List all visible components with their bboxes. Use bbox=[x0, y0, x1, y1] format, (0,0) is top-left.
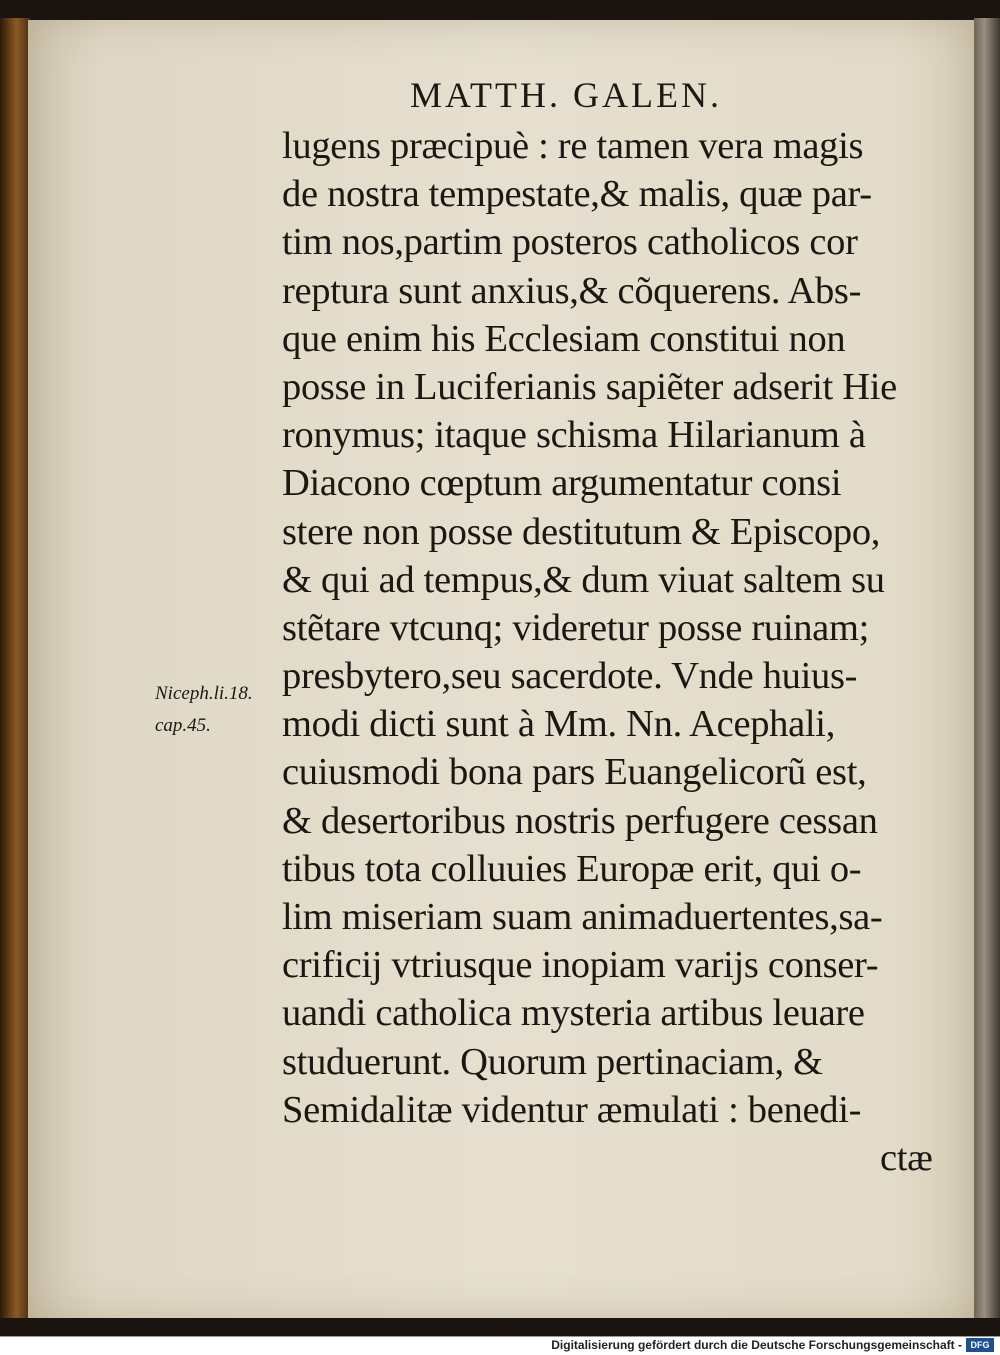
running-head: MATTH. GALEN. bbox=[410, 75, 722, 115]
text-line: & qui ad tempus,& dum viuat saltem su bbox=[282, 558, 885, 601]
page-edge bbox=[974, 18, 1000, 1318]
text-line: lim miseriam suam animaduertentes,sa- bbox=[282, 896, 883, 938]
text-line: que enim his Ecclesiam constitui non bbox=[282, 317, 846, 360]
text-line: tibus tota colluuies Europæ erit, qui o- bbox=[282, 847, 862, 890]
text-line: lugens præcipuè : re tamen vera magis bbox=[282, 125, 864, 167]
dfg-logo-icon[interactable]: DFG bbox=[966, 1338, 994, 1352]
text-line: crificij vtriusque inopiam varijs conser- bbox=[282, 944, 879, 987]
text-line: posse in Luciferianis sapiẽter adserit Hie bbox=[282, 365, 897, 408]
text-line: uandi catholica mysteria artibus leuare bbox=[282, 992, 865, 1035]
text-line: & desertoribus nostris perfugere cessan bbox=[282, 799, 878, 842]
footer-bar bbox=[0, 1336, 1000, 1355]
margin-note-line: cap.45. bbox=[155, 715, 211, 736]
text-line: Diacono cœptum argumentatur consi bbox=[282, 462, 842, 505]
text-line: de nostra tempestate,& malis, quæ par- bbox=[282, 173, 872, 216]
text-line: presbytero,seu sacerdote. Vnde huius- bbox=[282, 655, 858, 698]
text-line: ronymus; itaque schisma Hilarianum à bbox=[282, 414, 866, 457]
text-line: Semidalitæ videntur æmulati : benedi- bbox=[282, 1088, 862, 1131]
book-spine bbox=[0, 18, 30, 1318]
text-line: reptura sunt anxius,& cõquerens. Abs- bbox=[282, 269, 862, 312]
footer-credit: Digitalisierung gefördert durch die Deutsche Forschungsgemeinschaft - bbox=[551, 1338, 962, 1352]
text-line: stẽtare vtcunq; videretur posse ruinam; bbox=[282, 606, 870, 649]
body-text bbox=[282, 122, 942, 1182]
text-line: modi dicti sunt à Mm. Nn. Acephali, bbox=[282, 703, 836, 746]
margin-note-line: Niceph.li.18. bbox=[155, 683, 253, 704]
text-line: stere non posse destitutum & Episcopo, bbox=[282, 510, 881, 553]
text-line: studuerunt. Quorum pertinaciam, & bbox=[282, 1040, 823, 1083]
text-line: tim nos,partim posteros catholicos cor bbox=[282, 221, 858, 264]
text-line: cuiusmodi bona pars Euangelicorũ est, bbox=[282, 751, 867, 794]
margin-note bbox=[155, 678, 280, 742]
catchword: ctæ bbox=[880, 1136, 933, 1179]
